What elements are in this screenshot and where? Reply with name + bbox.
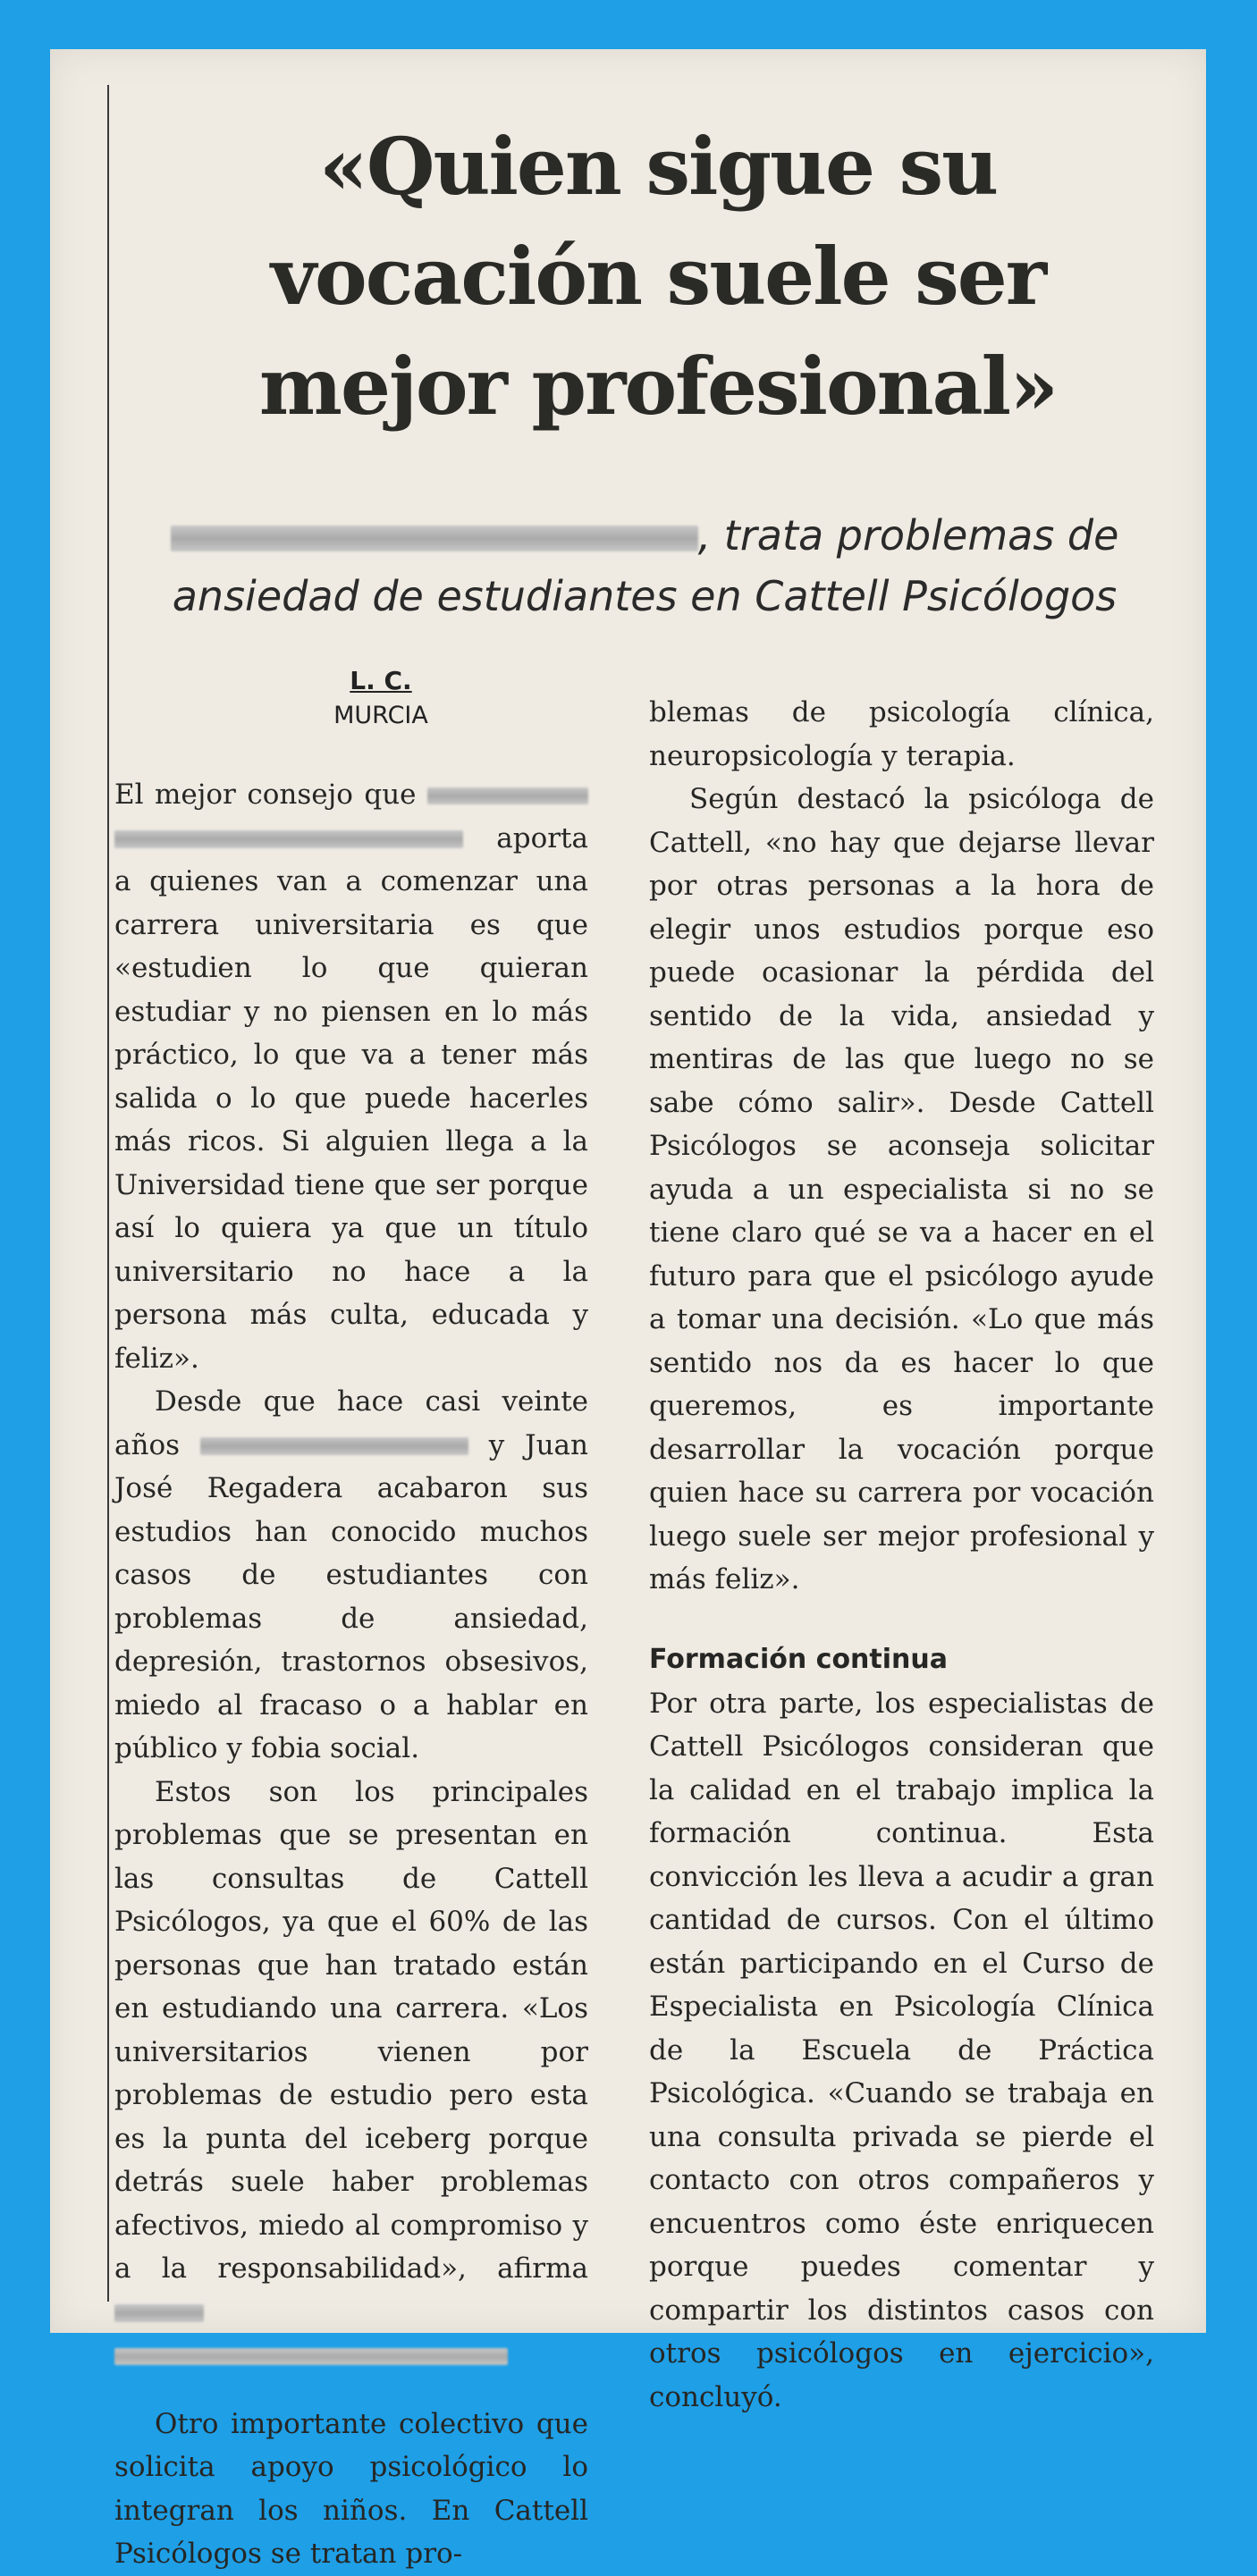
text-span: y Juan José Regadera acabaron sus estudios han conocido muchos casos de estudiantes con problemas de ansiedad, depresión, trastornos obsesivos, miedo al fracaso o a hablar en público y fobia social. xyxy=(114,1428,588,1764)
paragraph: Según destacó la psicóloga de Cattell, «no hay que dejarse llevar por otras personas a la hora de elegir unos estudios porque eso puede ocasionar la pérdida del sentido de la vida, ansiedad y mentiras de las que luego no se sabe cómo salir». Desde Cattell Psicólogos se aconseja solicitar ayuda a un especialista si no se tiene claro qué se va a hacer en el futuro para que el psicólogo ayude a tomar una decisión. «Lo que más sentido nos da es hacer lo que queremos, es importante desarrollar la vocación porque quien hace su carrera por vocación luego suele ser mejor profesional y más feliz». xyxy=(649,783,1154,1595)
paragraph xyxy=(114,773,588,1380)
subheadline-text: , trata problemas de ansiedad de estudiantes en Cattell Psicólogos xyxy=(172,511,1119,620)
paragraph: Por otra parte, los especialistas de Cattell Psicólogos consideran que la calidad en el trabajo implica la formación continua. Esta convicción les lleva a acudir a gran cantidad de cursos. Con el último están participando en el Curso de Especialista en Psicología Clínica de la Escuela de Práctica Psicológica. «Cuando se trabaja en una consulta privada se pierde el contacto con otros compañeros y encuentros como éste enriquecen porque puedes comentar y compartir los distintos casos con otros psicólogos en ejercicio», concluyó. xyxy=(649,1687,1154,2413)
paragraph: Otro importante colectivo que solicita apoyo psicológico lo integran los niños. En Cattell Psicólogos se tratan pro- xyxy=(114,2407,588,2570)
redacted-name xyxy=(427,787,588,804)
column-right xyxy=(649,691,1154,2419)
paragraph xyxy=(114,1771,588,2378)
text-span: Desde que hace casi veinte años xyxy=(114,1385,588,1461)
redacted-name xyxy=(114,2304,204,2321)
redacted-name xyxy=(200,1437,468,1454)
redacted-name xyxy=(114,2348,508,2365)
headline: «Quien sigue su vocación suele ser mejor profesional» xyxy=(258,120,1058,433)
dateline-city: MURCIA xyxy=(333,702,428,729)
text-span: El mejor consejo que xyxy=(114,779,417,811)
text-span: aporta a quienes van a comenzar una carrera universitaria es que «estudien lo que quieran estudiar y no piensen en lo más práctico, lo que va a tener más salida o lo que puede hacerles más ricos. Si alguien llega a la Universidad tiene que ser porque así lo quiera ya que un título universitario no hace a la persona más culta, educada y feliz». xyxy=(114,821,588,1375)
redacted-name xyxy=(114,830,463,847)
text-span: Estos son los principales problemas que se presentan en las consultas de Cattell Psicólogos, ya que el 60% de las personas que han tratado están en estudiando una carrera. «Los universitarios vienen por problemas de estudio pero esta es la punta del iceberg porque detrás suele haber problemas afectivos, miedo al compromiso y a la responsabilidad», afirma xyxy=(114,1775,588,2285)
redacted-name xyxy=(171,526,698,551)
paragraph xyxy=(114,1380,588,1771)
spacer xyxy=(114,2378,588,2403)
column-rule xyxy=(107,85,109,2302)
paragraph: blemas de psicología clínica, neuropsicología y terapia. xyxy=(649,696,1154,772)
column-left xyxy=(114,773,588,2576)
section-heading: Formación continua xyxy=(649,1643,948,1675)
byline: L. C. xyxy=(350,666,412,695)
newspaper-clipping xyxy=(50,49,1206,2570)
subheadline xyxy=(113,505,1177,627)
